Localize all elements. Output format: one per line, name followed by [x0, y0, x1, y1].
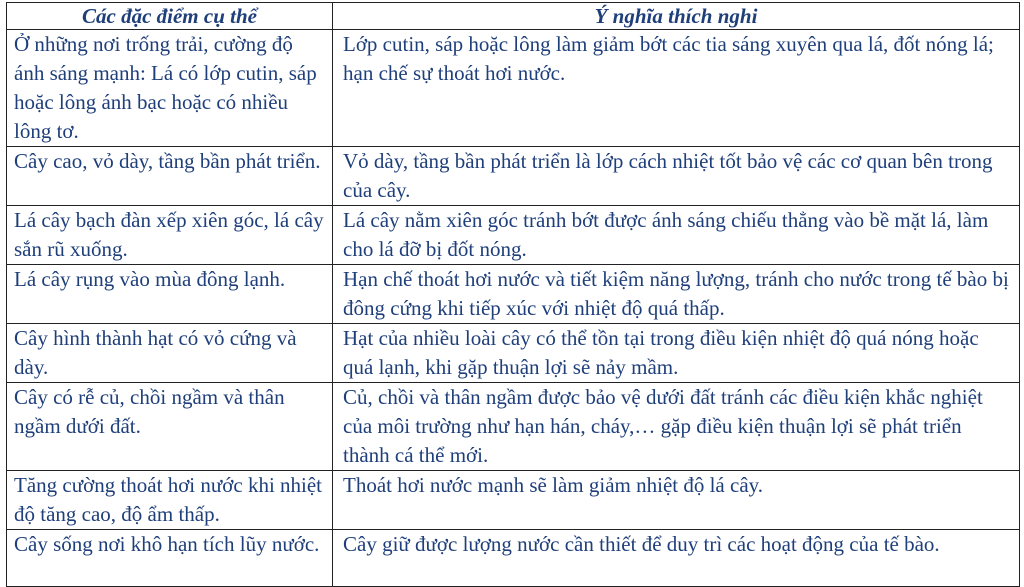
table-row	[7, 30, 1020, 147]
meaning-cell: Hạt của nhiều loài cây có thể tồn tại trong điều kiện nhiệt độ quá nóng hoặc quá lạnh, khi gặp thuận lợi sẽ nảy mầm.	[333, 324, 1020, 383]
table-header-row	[7, 3, 1020, 30]
table-row	[7, 206, 1020, 265]
table-row	[7, 383, 1020, 471]
meaning-cell: Cây giữ được lượng nước cần thiết để duy trì các hoạt động của tế bào.	[333, 530, 1020, 587]
feature-cell: Tăng cường thoát hơi nước khi nhiệt độ tăng cao, độ ẩm thấp.	[7, 471, 333, 530]
feature-cell: Ở những nơi trống trải, cường độ ánh sáng mạnh: Lá có lớp cutin, sáp hoặc lông ánh bạc hoặc có nhiều lông tơ.	[7, 30, 333, 147]
table-row	[7, 324, 1020, 383]
meaning-cell: Lớp cutin, sáp hoặc lông làm giảm bớt các tia sáng xuyên qua lá, đốt nóng lá; hạn chế sự thoát hơi nước.	[333, 30, 1020, 147]
feature-cell: Cây có rễ củ, chồi ngầm và thân ngầm dưới đất.	[7, 383, 333, 471]
header-adaptive-meaning: Ý nghĩa thích nghi	[333, 3, 1020, 30]
meaning-cell: Củ, chồi và thân ngầm được bảo vệ dưới đất tránh các điều kiện khắc nghiệt của môi trường như hạn hán, cháy,… gặp điều kiện thuận lợi sẽ phát triển thành cá thể mới.	[333, 383, 1020, 471]
adaptation-table	[6, 2, 1020, 587]
meaning-cell: Lá cây nằm xiên góc tránh bớt được ánh sáng chiếu thẳng vào bề mặt lá, làm cho lá đỡ bị đốt nóng.	[333, 206, 1020, 265]
meaning-cell: Thoát hơi nước mạnh sẽ làm giảm nhiệt độ lá cây.	[333, 471, 1020, 530]
meaning-cell: Vỏ dày, tầng bần phát triển là lớp cách nhiệt tốt bảo vệ các cơ quan bên trong của cây.	[333, 147, 1020, 206]
table-row	[7, 471, 1020, 530]
meaning-cell: Hạn chế thoát hơi nước và tiết kiệm năng lượng, tránh cho nước trong tế bào bị đông cứng khi tiếp xúc với nhiệt độ quá thấp.	[333, 265, 1020, 324]
table-row	[7, 265, 1020, 324]
header-features: Các đặc điểm cụ thể	[7, 3, 333, 30]
feature-cell: Cây cao, vỏ dày, tầng bần phát triển.	[7, 147, 333, 206]
feature-cell: Lá cây bạch đàn xếp xiên góc, lá cây sắn rũ xuống.	[7, 206, 333, 265]
feature-cell: Cây hình thành hạt có vỏ cứng và dày.	[7, 324, 333, 383]
table-row	[7, 530, 1020, 587]
table-row	[7, 147, 1020, 206]
feature-cell: Lá cây rụng vào mùa đông lạnh.	[7, 265, 333, 324]
feature-cell: Cây sống nơi khô hạn tích lũy nước.	[7, 530, 333, 587]
